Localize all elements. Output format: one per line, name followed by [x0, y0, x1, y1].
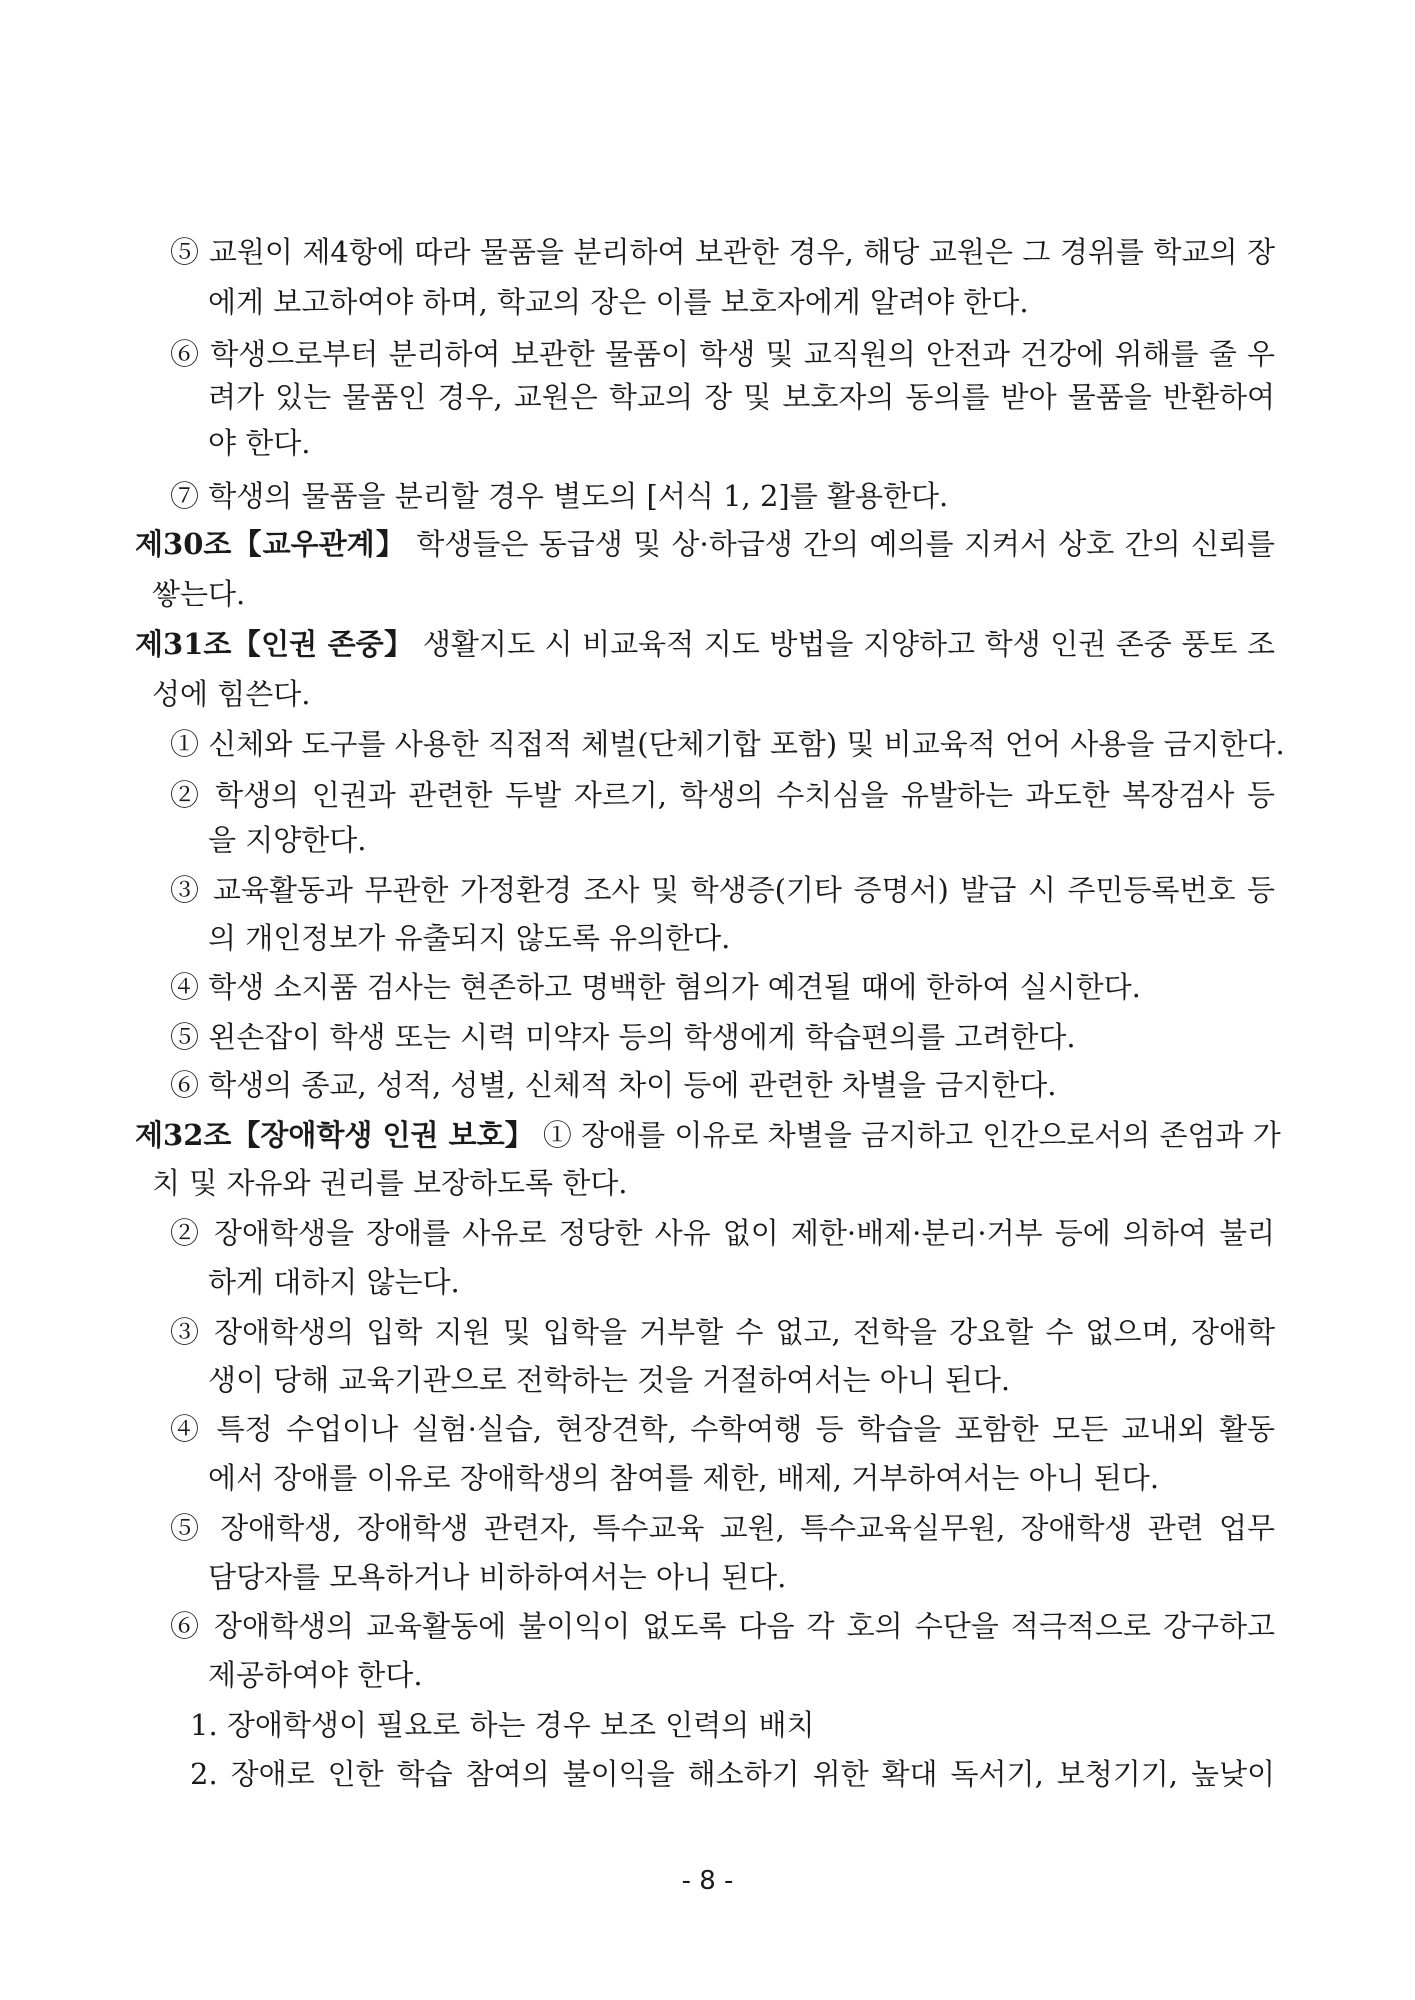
- circled-number: ③: [170, 873, 202, 907]
- list-item-continuation: [208, 820, 1275, 860]
- circled-number: ⑦: [170, 479, 200, 513]
- paragraph-line: [152, 574, 1275, 614]
- list-item: [170, 775, 1275, 815]
- sub-item-number: 2.: [190, 1757, 218, 1791]
- item-text: 학생의 인권과 관련한 두발 자르기, 학생의 수치심을 유발하는 과도한 복장검사 등: [215, 778, 1276, 812]
- list-item-continuation: [208, 1360, 1275, 1400]
- list-item: [170, 1017, 1275, 1057]
- item-text: 학생의 종교, 성적, 성별, 신체적 차이 등에 관련한 차별을 금지한다.: [208, 1068, 1057, 1102]
- paragraph-line: [170, 232, 1275, 272]
- article-number: 제32조: [135, 1118, 232, 1152]
- item-text: 특정 수업이나 실험·실습, 현장견학, 수학여행 등 학습을 포함한 모든 교내외 활동: [216, 1412, 1275, 1446]
- item-text: 제공하여야 한다.: [208, 1658, 423, 1692]
- list-item: [170, 1409, 1275, 1449]
- article-text: 학생들은 동급생 및 상·하급생 간의 예의를 지켜서 상호 간의 신뢰를: [416, 527, 1276, 561]
- item-text: 의 개인정보가 유출되지 않도록 유의한다.: [208, 921, 731, 955]
- article-heading-line: [135, 624, 1275, 664]
- item-text: 장애학생의 입학 지원 및 입학을 거부할 수 없고, 전학을 강요할 수 없으며, 장애학: [214, 1315, 1275, 1349]
- list-item-continuation: [208, 1262, 1275, 1302]
- item-text: 신체와 도구를 사용한 직접적 체벌(단체기합 포함) 및 비교육적 언어 사용을 금지한다.: [208, 727, 1285, 761]
- paragraph-text: 교원이 제4항에 따라 물품을 분리하여 보관한 경우, 해당 교원은 그 경위를 학교의 장: [208, 235, 1275, 269]
- list-item: [170, 724, 1285, 764]
- paragraph-line: [170, 476, 1275, 516]
- circled-number: ④: [170, 1412, 204, 1446]
- circled-number: ④: [170, 970, 200, 1004]
- circled-number: ②: [170, 1216, 202, 1250]
- item-text: 하게 대하지 않는다.: [208, 1265, 460, 1299]
- list-item-continuation: [208, 1557, 1275, 1597]
- paragraph-text: 려가 있는 물품인 경우, 교원은 학교의 장 및 보호자의 동의를 받아 물품을 반환하여: [208, 380, 1275, 414]
- sub-list-item: [190, 1705, 1275, 1745]
- item-text: 장애학생의 교육활동에 불이익이 없도록 다음 각 호의 수단을 적극적으로 강구하고: [213, 1609, 1275, 1643]
- item-text: 담당자를 모욕하거나 비하하여서는 아니 된다.: [208, 1560, 787, 1594]
- item-text: 왼손잡이 학생 또는 시력 미약자 등의 학생에게 학습편의를 고려한다.: [208, 1020, 1076, 1054]
- paragraph-text: 학생의 물품을 분리할 경우 별도의 [서식 1, 2]를 활용한다.: [208, 479, 949, 513]
- circled-number: ③: [170, 1315, 202, 1349]
- circled-number: ⑥: [170, 1609, 202, 1643]
- circled-number: ⑥: [170, 337, 200, 371]
- paragraph-line: [208, 282, 1275, 322]
- circled-number: ⑤: [170, 1511, 205, 1545]
- sub-item-text: 장애로 인한 학습 참여의 불이익을 해소하기 위한 확대 독서기, 보청기기, 높낮이: [230, 1757, 1275, 1791]
- article-text: 치 및 자유와 권리를 보장하도록 한다.: [152, 1166, 628, 1200]
- sub-item-text: 장애학생이 필요로 하는 경우 보조 인력의 배치: [226, 1708, 815, 1742]
- list-item: [170, 1065, 1275, 1105]
- article-heading-line: [135, 524, 1275, 564]
- item-text: 을 지양한다.: [208, 823, 367, 857]
- list-item: [170, 870, 1275, 910]
- sub-item-number: 1.: [190, 1708, 218, 1742]
- paragraph-text: 에게 보고하여야 하며, 학교의 장은 이를 보호자에게 알려야 한다.: [208, 285, 1029, 319]
- paragraph-line: [152, 1163, 1275, 1203]
- circled-number: ⑥: [170, 1068, 200, 1102]
- item-text: 학생 소지품 검사는 현존하고 명백한 혐의가 예견될 때에 한하여 실시한다.: [208, 970, 1141, 1004]
- article-text: ① 장애를 이유로 차별을 금지하고 인간으로서의 존엄과 가: [542, 1118, 1281, 1152]
- item-text: 장애학생을 장애를 사유로 정당한 사유 없이 제한·배제·분리·거부 등에 의하여 불리: [214, 1216, 1275, 1250]
- list-item: [170, 967, 1275, 1007]
- article-title: 【인권 존중】: [231, 627, 414, 661]
- item-text: 에서 장애를 이유로 장애학생의 참여를 제한, 배제, 거부하여서는 아니 된다.: [208, 1461, 1160, 1495]
- article-text: 성에 힘쓴다.: [152, 677, 311, 711]
- article-title: 【장애학생 인권 보호】: [231, 1118, 534, 1152]
- item-text: 생이 당해 교육기관으로 전학하는 것을 거절하여서는 아니 된다.: [208, 1363, 1011, 1397]
- paragraph-line: [152, 674, 1275, 714]
- paragraph-line: [170, 334, 1275, 374]
- paragraph-line: [208, 377, 1275, 417]
- circled-number: ⑤: [170, 235, 200, 269]
- paragraph-text: 학생으로부터 분리하여 보관한 물품이 학생 및 교직원의 안전과 건강에 위해를 줄 우: [210, 337, 1275, 371]
- list-item-continuation: [208, 918, 1275, 958]
- item-text: 장애학생, 장애학생 관련자, 특수교육 교원, 특수교육실무원, 장애학생 관련 업무: [220, 1511, 1275, 1545]
- list-item-continuation: [208, 1655, 1275, 1695]
- list-item: [170, 1213, 1275, 1253]
- list-item: [170, 1508, 1275, 1548]
- circled-number: ⑤: [170, 1020, 200, 1054]
- article-title: 【교우관계】: [231, 527, 406, 561]
- list-item: [170, 1312, 1275, 1352]
- list-item-continuation: [208, 1458, 1275, 1498]
- article-number: 제30조: [135, 527, 232, 561]
- article-heading-line: [135, 1115, 1281, 1155]
- article-number: 제31조: [135, 627, 232, 661]
- sub-list-item: [190, 1754, 1275, 1794]
- item-text: 교육활동과 무관한 가정환경 조사 및 학생증(기타 증명서) 발급 시 주민등록번호 등: [212, 873, 1275, 907]
- page-number: - 8 -: [681, 1866, 734, 1896]
- circled-number: ②: [170, 778, 203, 812]
- article-text: 생활지도 시 비교육적 지도 방법을 지양하고 학생 인권 존중 풍토 조: [422, 627, 1276, 661]
- paragraph-line: [208, 423, 1275, 463]
- paragraph-text: 야 한다.: [208, 426, 311, 460]
- list-item: [170, 1606, 1275, 1646]
- circled-number: ①: [170, 727, 200, 761]
- article-text: 쌓는다.: [152, 577, 246, 611]
